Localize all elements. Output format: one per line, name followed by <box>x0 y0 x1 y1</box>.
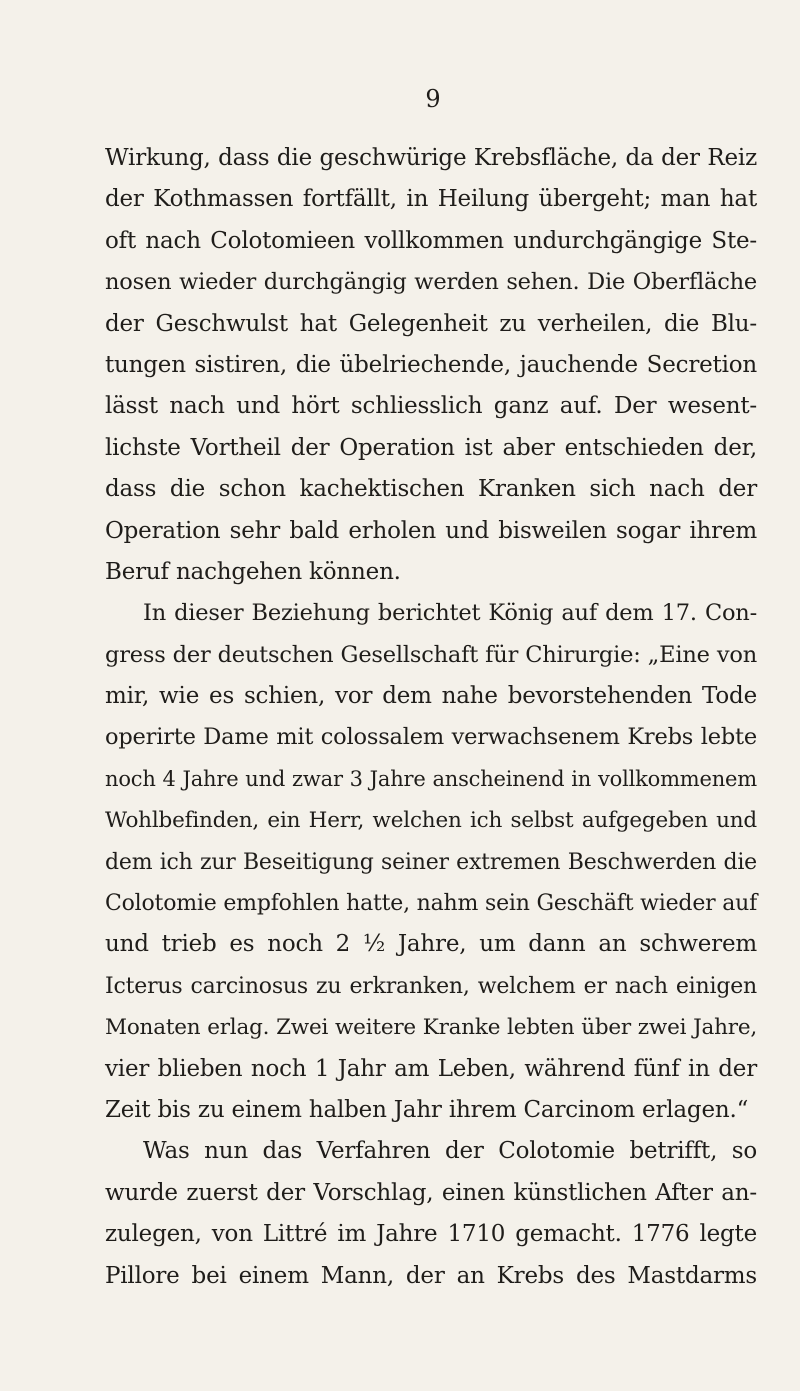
text-line: noch 4 Jahre und zwar 3 Jahre anscheinend in vollkommenem <box>105 766 757 791</box>
text-line: lässt nach und hört schliesslich ganz auf. Der wesent- <box>105 393 757 420</box>
text-line: gress der deutschen Gesellschaft für Chirurgie: „Eine von <box>105 641 757 668</box>
text-line: dem ich zur Beseitigung seiner extremen Beschwerden die <box>105 849 757 875</box>
body-text <box>105 138 757 1297</box>
text-line: nosen wieder durchgängig werden sehen. Die Oberfläche <box>105 269 757 296</box>
text-line: vier blieben noch 1 Jahr am Leben, während fünf in der <box>105 1055 757 1082</box>
text-line: Operation sehr bald erholen und bisweilen sogar ihrem <box>105 517 757 544</box>
text-line: der Kothmassen fortfällt, in Heilung übergeht; man hat <box>105 186 757 213</box>
text-line: wurde zuerst der Vorschlag, einen künstlichen After an- <box>105 1179 757 1206</box>
text-line: operirte Dame mit colossalem verwachsenem Krebs lebte <box>105 724 757 751</box>
text-line: und trieb es noch 2 ½ Jahre, um dann an schwerem <box>105 931 757 958</box>
text-line: zulegen, von Littré im Jahre 1710 gemacht. 1776 legte <box>105 1221 757 1248</box>
text-line: Pillore bei einem Mann, der an Krebs des Mastdarms <box>105 1262 757 1289</box>
text-line: Beruf nachgehen können. <box>105 558 401 585</box>
text-line: Was nun das Verfahren der Colotomie betrifft, so <box>143 1138 757 1165</box>
text-line: Monaten erlag. Zwei weitere Kranke lebten über zwei Jahre, <box>105 1015 757 1041</box>
text-line: lichste Vortheil der Operation ist aber entschieden der, <box>105 434 757 461</box>
text-line: tungen sistiren, die übelriechende, jauchende Secretion <box>105 351 757 378</box>
text-line: Zeit bis zu einem halben Jahr ihrem Carcinom erlagen.“ <box>105 1096 749 1123</box>
text-line: dass die schon kachektischen Kranken sich nach der <box>105 476 757 503</box>
text-line: Wohlbefinden, ein Herr, welchen ich selbst aufgegeben und <box>105 808 757 834</box>
text-line: der Geschwulst hat Gelegenheit zu verheilen, die Blu- <box>105 310 757 337</box>
page-number: 9 <box>425 85 441 113</box>
text-line: mir, wie es schien, vor dem nahe bevorstehenden Tode <box>105 683 757 710</box>
text-line: Colotomie empfohlen hatte, nahm sein Geschäft wieder auf <box>105 891 758 917</box>
text-line: Wirkung, dass die geschwürige Krebsfläche, da der Reiz <box>105 145 757 171</box>
text-line: oft nach Colotomieen vollkommen undurchgängige Ste- <box>105 227 757 254</box>
text-line: Icterus carcinosus zu erkranken, welchem er nach einigen <box>105 973 757 999</box>
text-line: In dieser Beziehung berichtet König auf dem 17. Con- <box>143 600 757 627</box>
